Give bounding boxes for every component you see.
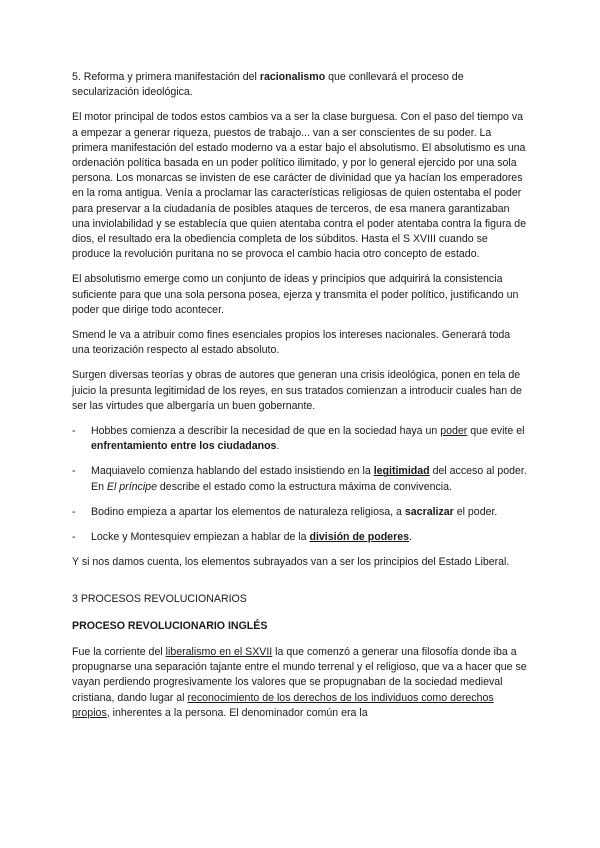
list-item-maquiavelo — [72, 464, 528, 494]
bold-underlined-legitimidad: legitimidad — [373, 465, 430, 478]
dash-bullet: - — [72, 505, 76, 518]
text-run: Fue la corriente del — [72, 645, 166, 658]
paragraph-liberalismo — [72, 645, 528, 721]
paragraph-smend: Smend le va a atribuir como fines esenciales propios los intereses nacionales. Generará toda una teorización respecto al estado absoluto. — [72, 329, 511, 357]
section-title: 3 PROCESOS REVOLUCIONARIOS — [72, 593, 247, 606]
text-run: 5. Reforma y primera manifestación del — [72, 71, 260, 83]
italic-el-principe: El príncipe — [106, 480, 157, 493]
text-run: Hobbes comienza a describir la necesidad de que en la sociedad haya un — [91, 425, 441, 438]
bold-sacralizar: sacralizar — [404, 505, 454, 518]
paragraph-conclusion: Y si nos damos cuenta, los elementos subrayados van a ser los principios del Estado Liberal. — [72, 556, 510, 569]
subheading: PROCESO REVOLUCIONARIO INGLÉS — [72, 619, 268, 632]
dash-bullet: - — [72, 531, 76, 544]
text-run: . — [276, 440, 280, 453]
bold-enfrentamiento: enfrentamiento entre los ciudadanos — [91, 440, 277, 453]
authors-list — [72, 424, 528, 545]
text-run: , inherentes a la persona. El denominador común era la — [106, 706, 368, 719]
text-run: que conllevará el proceso de secularización ideológica. — [72, 71, 464, 99]
paragraph-conjunto-ideas: El absolutismo emerge como un conjunto de ideas y principios que adquirirá la consistencia suficiente para que una sola persona posea, ejerza y transmita el poder político, justificando un poder que dirige todo acontecer. — [72, 273, 519, 316]
text-run: del acceso al poder. En — [91, 465, 527, 493]
text-run: el poder. — [453, 505, 498, 518]
text-run: que evite el — [467, 425, 525, 438]
underlined-poder: poder — [440, 425, 468, 438]
bold-racionalismo: racionalismo — [259, 71, 326, 83]
list-item-bodino — [72, 505, 528, 520]
text-run: Bodino empieza a apartar los elementos de naturaleza religiosa, a — [91, 505, 405, 518]
text-run: Maquiavelo comienza hablando del estado insistiendo en la — [91, 465, 374, 478]
underlined-reconocimiento: reconocimiento de los derechos de los individuos como derechos propios — [72, 691, 494, 719]
dash-bullet: - — [72, 465, 76, 478]
bold-underlined-division-de-poderes: división de poderes — [309, 531, 409, 544]
paragraph-teorias: Surgen diversas teorías y obras de autores que generan una crisis ideológica, ponen en tela de juicio la presunta legitimidad de los reyes, en sus tratados comienzan a introducir cuales han de ser las virtudes que albergaría un buen gobernante. — [72, 369, 522, 412]
paragraph-reforma — [72, 70, 528, 100]
text-run: describe el estado como la estructura máxima de convivencia. — [156, 480, 452, 493]
document-body — [72, 70, 528, 731]
paragraph-absolutismo: El motor principal de todos estos cambios va a ser la clase burguesa. Con el paso del tiempo va a empezar a generar riqueza, puestos de trabajo... van a ser conscientes de su poder. La primera manifestación del estado moderno va a estar bajo el absolutismo. El absolutismo es una ordenación política basada en un poder político ilimitado, y por lo general ejercido por una sola persona. Los monarcas se invisten de ese carácter de divinidad que ya hacían los emperadores en la roma antigua. Venía a proclamar las características religiosas de quien ostentaba el poder para preservar a la ciudadanía de posibles ataques de terceros, de esa manera garantizaban una inviolabilidad y se establecía que quien atentaba contra el poder atentaba contra la figura de dios, el resultado era la obediencia completa de los súbditos. Hasta el S XVIII cuando se produce la revolución puritana no se provoca el cambio hacia otro concepto de estado. — [72, 111, 527, 261]
text-run: Locke y Montesquiev empiezan a hablar de la — [91, 531, 310, 544]
list-item-hobbes — [72, 424, 528, 454]
underlined-liberalismo: liberalismo en el SXVII — [165, 645, 273, 658]
text-run: . — [408, 531, 412, 544]
list-item-locke — [72, 530, 528, 545]
text-run: la que comenzó a generar una filosofía donde iba a propugnarse una separación tajante entre el mundo terrenal y el religioso, que va a hacer que se vayan perdiendo progresivamente los valores que se propugnaban de la sociedad medieval cristiana, dando lugar al — [72, 645, 527, 704]
dash-bullet: - — [72, 425, 76, 438]
